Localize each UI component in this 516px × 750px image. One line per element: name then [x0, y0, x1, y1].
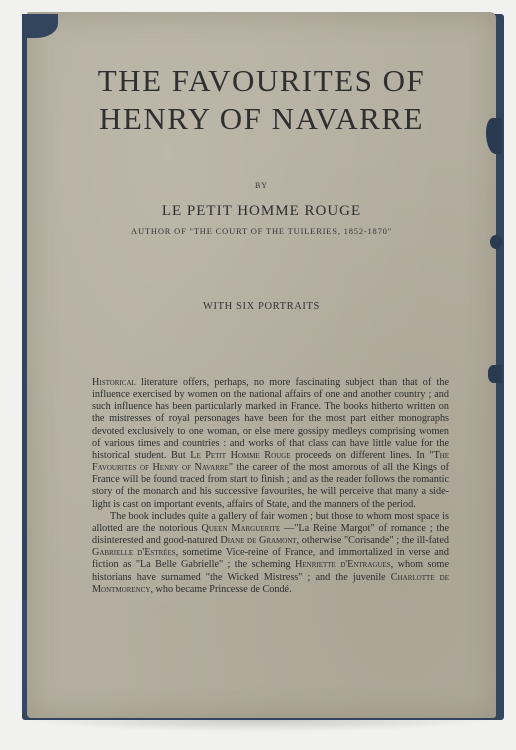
jacket-tear-right-3 — [488, 365, 502, 383]
author-name: LE PETIT HOMME ROUGE — [161, 203, 362, 219]
blurb-paragraph-2: The book includes quite a gallery of fair women ; but those to whom most space is allotted are the notorious Queen Marguerite —"La Reine Margot" of romance ; the disinterested and good-natured Diane de Gramont, otherwise "Corisande" ; the ill-fated Gabrielle d'Estrées, sometime Vice-reine of France, and immortalized in verse and fiction as "La Belle Gabrielle" ; the scheming Henriette d'Entragues, whom some historians have surnamed "the Wicked Mistress" ; and the juvenile Charlotte de Montmorency, who became Princesse de Condé. — [92, 510, 450, 595]
jacket-tear-right-2 — [490, 235, 502, 249]
author-credits: AUTHOR OF "THE COURT OF THE TUILERIES, 1852-1870" — [131, 226, 392, 236]
blurb-paragraph-1: Historical literature offers, perhaps, no more fascinating subject than that of the influence exercised by women on the national affairs of one and another country ; and such influence has been particularly marked in France. The books hitherto written on the mistresses of royal personages have been for the most part either monographs devoted exclusively to one woman, or else mere gossipy medleys comprising women of various times and countries : and works of that class can have little value for the historical student. But Le Petit Homme Rouge proceeds on different lines. In "The Favourites of Henry of Navarre" the career of the most amorous of all the Kings of France will be found traced from start to finish ; and as the reader follows the romantic story of the monarch and his successive favourites, he will perceive that many a side-light is cast on important events, affairs of State, and the manners of the period. — [92, 377, 450, 510]
book-title-line-1: THE FAVOURITES OF — [97, 63, 426, 98]
book-title — [27, 62, 496, 138]
book-title-line-2: HENRY OF NAVARRE — [99, 101, 424, 136]
jacket-blurb — [92, 377, 449, 596]
by-label: BY — [254, 181, 269, 190]
portraits-note: WITH SIX PORTRAITS — [203, 301, 320, 312]
